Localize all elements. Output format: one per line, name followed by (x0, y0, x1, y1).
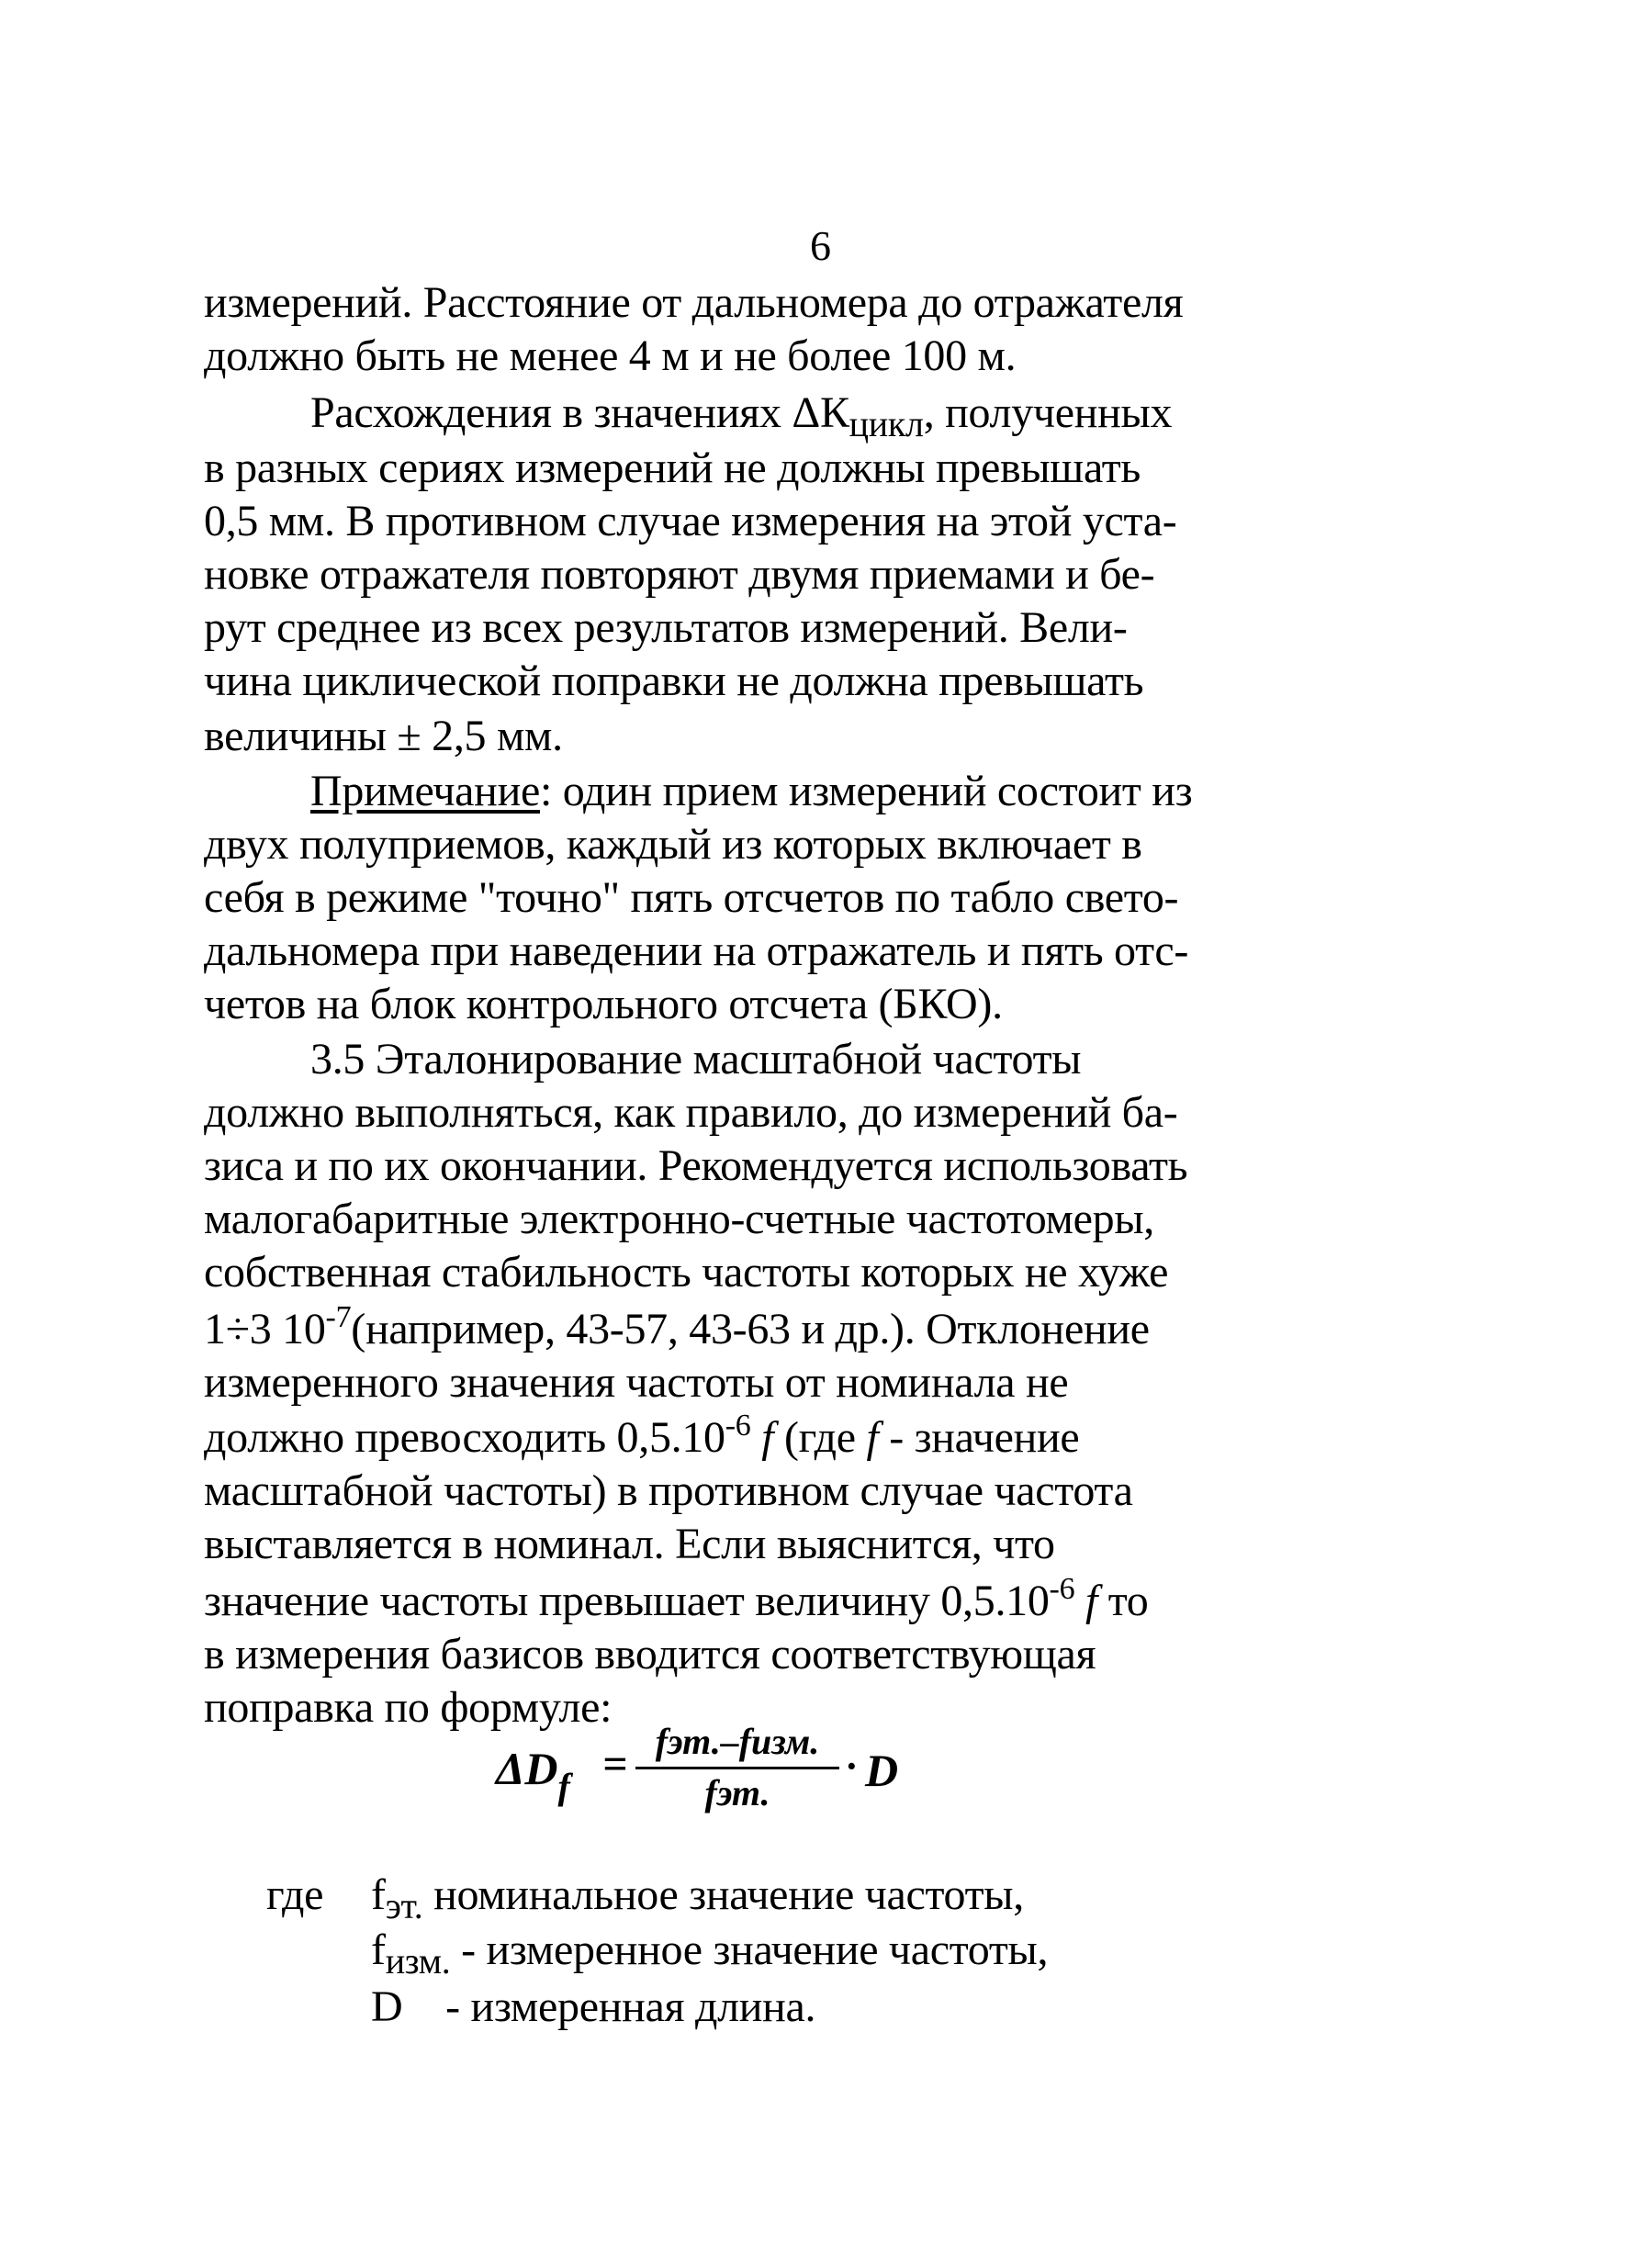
superscript: -7 (325, 1300, 352, 1334)
text-line: должно выполняться, как правило, до измерений ба- (204, 1088, 1178, 1137)
text-fragment (1074, 1577, 1085, 1625)
text-line: в разных сериях измерений не должны превышать (204, 443, 1141, 492)
legend-description: - измеренная длина. (402, 1982, 816, 2031)
text-line (310, 386, 1172, 443)
text-line: четов на блок контрольного отсчета (БКО). (204, 980, 1003, 1028)
text-line (204, 1302, 1150, 1362)
text-fragment: должно превосходить 0,5.10 (204, 1413, 725, 1462)
text-fragment: : один прием измерений состоит из (539, 767, 1193, 815)
section-heading-line: 3.5 Эталонирование масштабной частоты (310, 1035, 1082, 1083)
formula-denominator: fэт. (704, 1772, 770, 1813)
text-line: себя в режиме "точно" пять отсчетов по табло свето- (204, 873, 1179, 922)
legend-symbol-subscript: эт. (385, 1885, 423, 1926)
text-line: поправка по формуле: (204, 1683, 613, 1732)
text-fragment: (где (773, 1413, 867, 1462)
legend-symbol: f (371, 1870, 386, 1919)
text-fragment: то (1097, 1577, 1149, 1625)
text-line: чина циклической поправки не должна превышать (204, 657, 1144, 705)
text-line: должно быть не менее 4 м и не более 100 м. (204, 331, 1017, 380)
legend-description: - измеренное значение частоты, (450, 1926, 1049, 1974)
formula-multiply: · (845, 1744, 859, 1789)
text-line: двух полуприемов, каждый из которых включает в (204, 820, 1142, 869)
text-line: собственная стабильность частоты которых не хуже (204, 1248, 1169, 1297)
text-line: выставляется в номинал. Если выяснится, что (204, 1520, 1055, 1568)
text-line: малогабаритные электронно-счетные частотомеры, (204, 1195, 1154, 1243)
subscript: цикл (849, 403, 924, 444)
text-line (204, 1410, 1079, 1470)
text-fragment: , полученных (923, 388, 1173, 437)
text-line: в измерения базисов вводится соответствующая (204, 1630, 1096, 1679)
text-line: измерений. Расстояние от дальномера до отражателя (204, 278, 1184, 327)
formula-numerator: fэт.–fизм. (655, 1721, 820, 1762)
page-number: 6 (810, 222, 831, 269)
formula-lhs (496, 1741, 570, 1807)
legend-symbol: f (371, 1926, 386, 1974)
text-fragment: 1÷3 10 (204, 1305, 326, 1353)
fraction-bar (635, 1767, 839, 1769)
text-line: дальномера при наведении на отражатель и пять отс- (204, 926, 1189, 975)
text-line: 0,5 мм. В противном случае измерения на этой уста- (204, 497, 1177, 545)
text-line: величины ± 2,5 мм. (204, 712, 563, 760)
text-line: масштабной частоты) в противном случае частота (204, 1466, 1133, 1515)
formula-lhs-subscript: f (557, 1766, 570, 1807)
legend-where: где (266, 1870, 324, 1919)
legend-item (371, 1923, 1048, 1980)
legend-description: номинальное значение частоты, (422, 1870, 1024, 1919)
text-fragment (751, 1413, 762, 1462)
text-line: измеренного значения частоты от номинала не (204, 1358, 1069, 1407)
frequency-correction-formula (478, 1719, 992, 1829)
text-fragment: (например, 43-57, 43-63 и др.). Отклонение (351, 1305, 1150, 1353)
text-fragment: значение частоты превышает величину 0,5.10 (204, 1577, 1050, 1625)
formula-equals: = (602, 1740, 628, 1789)
text-line (310, 764, 1192, 819)
formula-rhs: D (865, 1745, 899, 1796)
italic-symbol: f (866, 1413, 879, 1462)
legend-item (371, 1868, 1024, 1925)
formula-lhs-symbol: ΔD (496, 1743, 558, 1794)
legend-item (371, 1980, 815, 2037)
legend-symbol-subscript: изм. (385, 1940, 451, 1982)
legend-symbol: D (371, 1982, 403, 2031)
text-line: зиса и по их окончании. Рекомендуется использовать (204, 1141, 1188, 1190)
text-line: рут среднее из всех результатов измерений. Вели- (204, 603, 1128, 652)
italic-symbol: f (1085, 1577, 1098, 1625)
text-fragment: - значение (878, 1413, 1080, 1462)
superscript: -6 (1049, 1572, 1075, 1606)
note-label: Примечание (310, 767, 540, 815)
superscript: -6 (725, 1409, 751, 1443)
italic-symbol: f (761, 1413, 774, 1462)
text-line: новке отражателя повторяют двумя приемами и бе- (204, 550, 1155, 599)
text-line (204, 1574, 1148, 1634)
text-fragment: Расхождения в значениях ΔК (310, 388, 849, 437)
